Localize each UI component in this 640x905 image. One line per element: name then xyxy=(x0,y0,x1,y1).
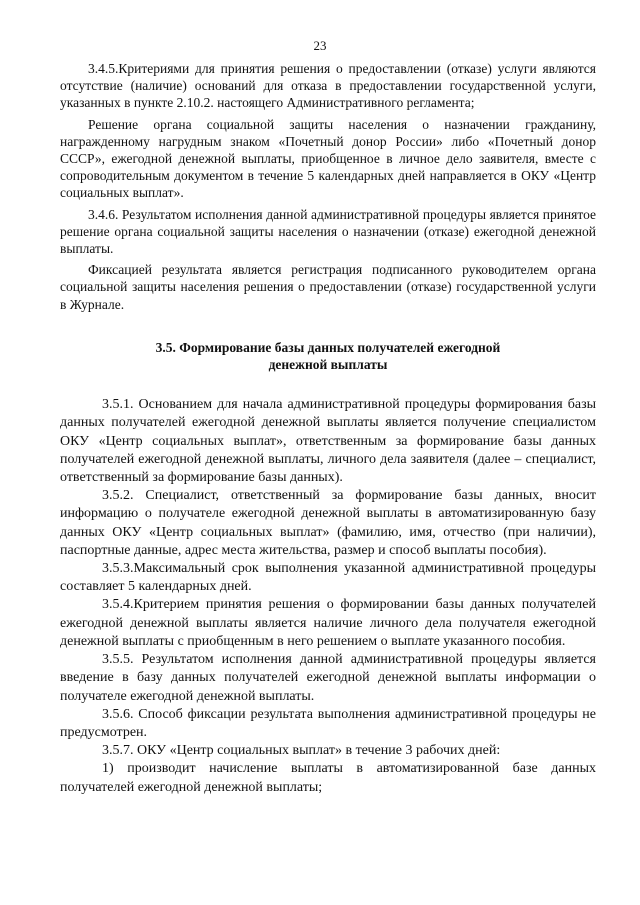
paragraph-3-5-7-item-1: 1) производит начисление выплаты в автоматизированной базе данных получателей ежегодной денежной выплаты; xyxy=(60,761,596,795)
section-heading-line-1: 3.5. Формирование базы данных получателей ежегодной xyxy=(155,339,501,355)
paragraph-3-5-5: 3.5.5. Результатом исполнения данной административной процедуры является введение в базу данных получателей ежегодной денежной выплаты информации о получателе ежегодной денежной выплаты. xyxy=(60,652,596,704)
paragraph-3-4-6: 3.4.6. Результатом исполнения данной административной процедуры является принятое решение органа социальной защиты населения о назначении (отказе) ежегодной денежной выплаты. xyxy=(60,206,596,257)
paragraph-3-5-2: 3.5.2. Специалист, ответственный за формирование базы данных, вносит информацию о получателе ежегодной денежной выплаты в автоматизированную базу данных ОКУ «Центр социальных выплат» (фамилию, имя, отчество (при наличии), паспортные данные, адрес места жительства, размер и способ выплаты пособия). xyxy=(60,488,596,558)
paragraph-3-5-3: 3.5.3.Максимальный срок выполнения указанной административной процедуры составляет 5 календарных дней. xyxy=(60,561,596,595)
page-number: 23 xyxy=(313,38,327,53)
document-body xyxy=(60,60,596,797)
paragraph-3-4-5: 3.4.5.Критериями для принятия решения о предоставлении (отказе) услуги являются отсутствие (наличие) оснований для отказа в предоставлении государственной услуги, указанных в пункте 2.10.2. настоящего Административного регламента; xyxy=(60,61,596,111)
section-heading-line-2: денежной выплаты xyxy=(268,357,388,373)
paragraph-3-5-4: 3.5.4.Критерием принятия решения о формировании базы данных получателей ежегодной денежной выплаты является наличие личного дела получателя ежегодной денежной выплаты с приобщенным в него решением о выплате указанного пособия. xyxy=(60,597,596,649)
paragraph-decision: Решение органа социальной защиты населения о назначении гражданину, награжденному нагрудным знаком «Почетный донор России» либо «Почетный донор СССР», ежегодной денежной выплаты, приобщенное в личное дело заявителя, вместе с сопроводительным документом в течение 5 календарных дней направляется в ОКУ «Центр социальных выплат». xyxy=(60,116,596,201)
section-heading-3-5 xyxy=(60,339,596,373)
paragraph-3-5-6: 3.5.6. Способ фиксации результата выполнения административной процедуры не предусмотрен. xyxy=(60,706,596,740)
paragraph-fixation: Фиксацией результата является регистрация подписанного руководителем органа социальной защиты населения решения о предоставлении (отказе) государственной услуги в Журнале. xyxy=(60,262,596,312)
paragraph-3-5-7: 3.5.7. ОКУ «Центр социальных выплат» в течение 3 рабочих дней: xyxy=(102,743,501,759)
paragraph-3-5-1: 3.5.1. Основанием для начала административной процедуры формирования базы данных получателей ежегодной денежной выплаты является получение специалистом ОКУ «Центр социальных выплат», ответственным за формирование базы данных получателей ежегодной денежной выплаты, личного дела заявителя (далее – специалист, ответственный за формирование базы данных). xyxy=(60,397,596,486)
